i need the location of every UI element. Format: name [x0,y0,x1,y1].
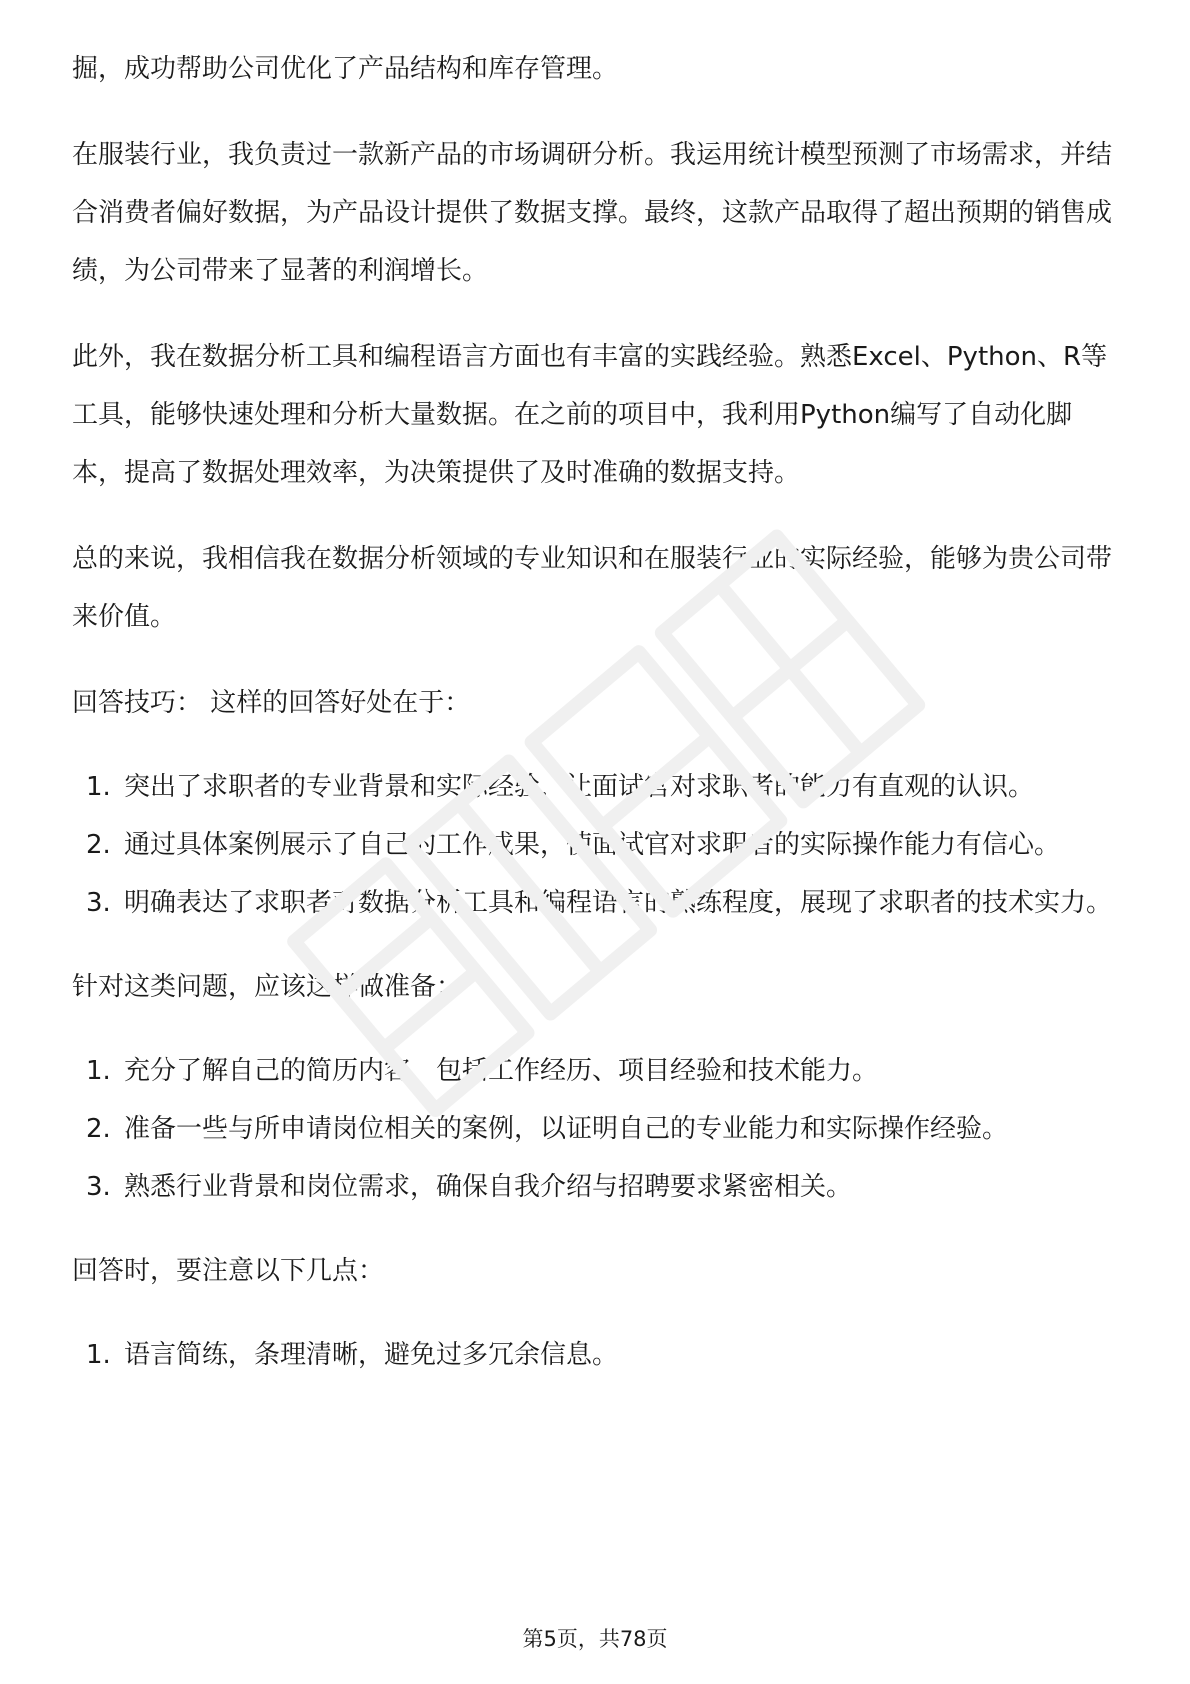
list-number: 3. [86,1172,111,1202]
paragraph-1: 掘，成功帮助公司优化了产品结构和库存管理。 [72,54,619,84]
prep-list [72,1042,1122,1216]
list-item [72,1042,1122,1100]
tips-list [72,758,1122,932]
list-item [72,1158,1122,1216]
document-body [72,40,1122,1410]
list-item [72,1326,1122,1384]
page-footer: 第5页，共78页 [522,1627,668,1651]
paragraph-4: 总的来说，我相信我在数据分析领域的专业知识和在服装行业的实际经验，能够为贵公司带来价值。 [72,544,1113,632]
list-number: 1. [86,772,111,802]
list-text: 准备一些与所申请岗位相关的案例，以证明自己的专业能力和实际操作经验。 [124,1114,1009,1144]
list-text: 充分了解自己的简历内容，包括工作经历、项目经验和技术能力。 [124,1056,879,1086]
list-text: 通过具体案例展示了自己的工作成果，使面试官对求职者的实际操作能力有信心。 [124,830,1061,860]
list-number: 3. [86,888,111,918]
tips-heading: 回答技巧： 这样的回答好处在于： [72,688,471,718]
list-number: 1. [86,1056,111,1086]
list-item [72,758,1122,816]
list-number: 2. [86,830,111,860]
list-text: 语言简练，条理清晰，避免过多冗余信息。 [124,1340,619,1370]
list-item [72,1100,1122,1158]
list-text: 熟悉行业背景和岗位需求，确保自我介绍与招聘要求紧密相关。 [124,1172,853,1202]
list-item [72,874,1122,932]
notes-heading: 回答时，要注意以下几点： [72,1256,385,1286]
list-number: 1. [86,1340,111,1370]
list-number: 2. [86,1114,111,1144]
list-item [72,816,1122,874]
list-text: 明确表达了求职者对数据分析工具和编程语言的熟练程度，展现了求职者的技术实力。 [124,888,1113,918]
paragraph-3: 此外，我在数据分析工具和编程语言方面也有丰富的实践经验。熟悉Excel、Python、R等工具，能够快速处理和分析大量数据。在之前的项目中，我利用Python编写了自动化脚本，提高了数据处理效率，为决策提供了及时准确的数据支持。 [72,342,1108,488]
list-text: 突出了求职者的专业背景和实际经验，让面试官对求职者的能力有直观的认识。 [124,772,1035,802]
paragraph-2: 在服装行业，我负责过一款新产品的市场调研分析。我运用统计模型预测了市场需求，并结合消费者偏好数据，为产品设计提供了数据支撑。最终，这款产品取得了超出预期的销售成绩，为公司带来了显著的利润增长。 [72,140,1113,286]
prep-heading: 针对这类问题，应该这样做准备： [72,972,463,1002]
notes-list [72,1326,1122,1384]
